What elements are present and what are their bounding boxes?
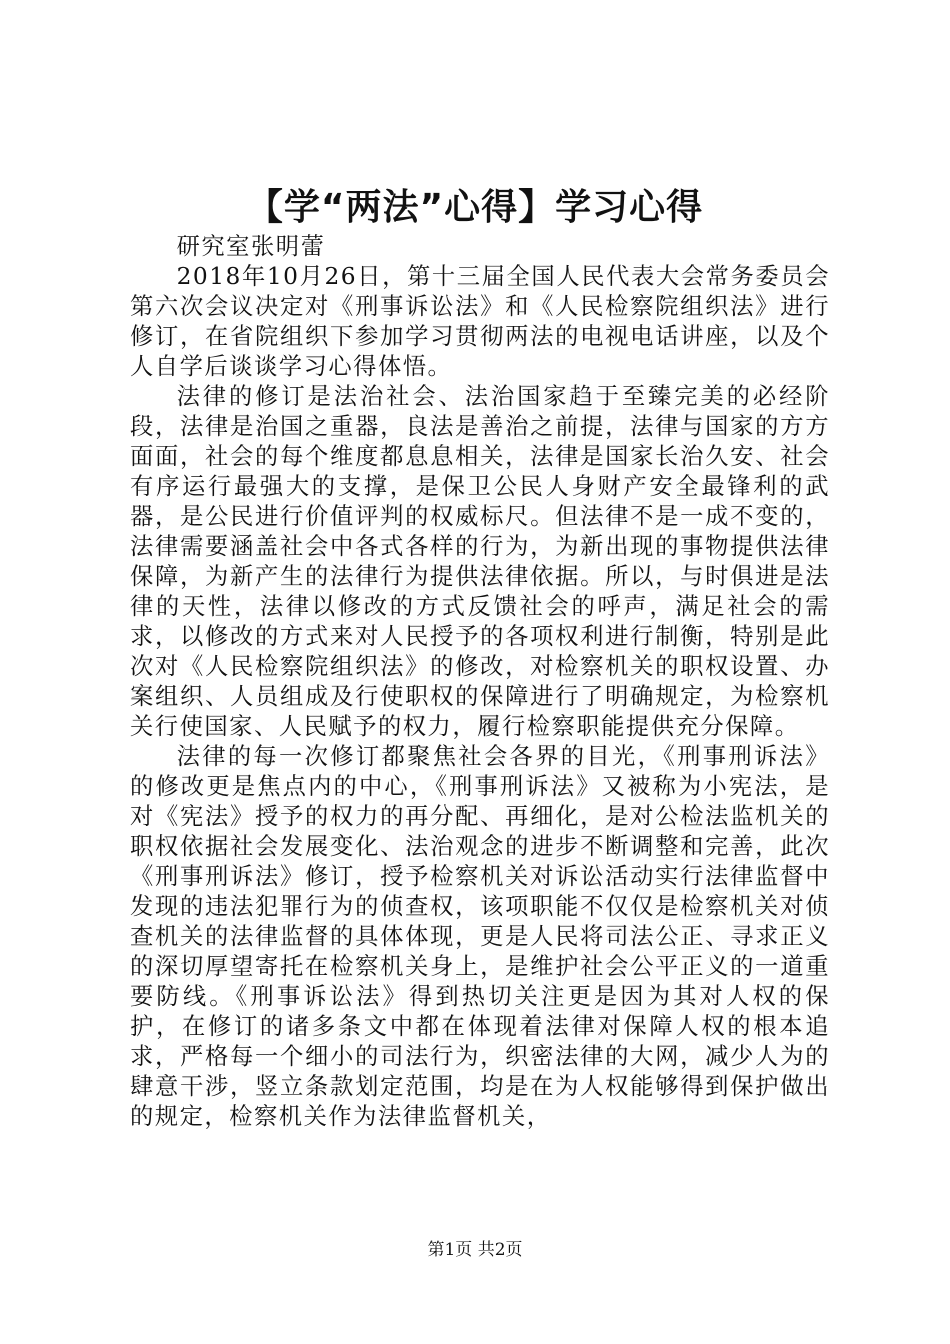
document-body	[130, 232, 830, 1132]
page-footer: 第1页 共2页	[427, 1240, 523, 1260]
author-line: 研究室张明蕾	[176, 233, 326, 260]
document-title: 【学“两法”心得】学习心得	[246, 187, 704, 228]
paragraph-1: 2018年10月26日，第十三届全国人民代表大会常务委员会第六次会议决定对《刑事诉讼法》和《人民检察院组织法》进行修订，在省院组织下参加学习贯彻两法的电视电话讲座，以及个人自学后谈谈学习心得体悟。	[130, 263, 830, 380]
paragraph-3: 法律的每一次修订都聚焦社会各界的目光，《刑事刑诉法》的修改更是焦点内的中心，《刑事刑诉法》又被称为小宪法，是对《宪法》授予的权力的再分配、再细化，是对公检法监机关的职权依据社会发展变化、法治观念的进步不断调整和完善，此次《刑事刑诉法》修订，授予检察机关对诉讼活动实行法律监督中发现的违法犯罪行为的侦查权，该项职能不仅仅是检察机关对侦查机关的法律监督的具体体现，更是人民将司法公正、寻求正义的深切厚望寄托在检察机关身上，是维护社会公平正义的一道重要防线。《刑事诉讼法》得到热切关注更是因为其对人权的保护，在修订的诸多条文中都在体现着法律对保障人权的根本追求，严格每一个细小的司法行为，织密法律的大网，减少人为的肆意干涉，竖立条款划定范围，均是在为人权能够得到保护做出的规定，检察机关作为法律监督机关，	[130, 743, 830, 1130]
paragraph-2: 法律的修订是法治社会、法治国家趋于至臻完美的必经阶段，法律是治国之重器，良法是善治之前提，法律与国家的方方面面，社会的每个维度都息息相关，法律是国家长治久安、社会有序运行最强大的支撑，是保卫公民人身财产安全最锋利的武器，是公民进行价值评判的权威标尺。但法律不是一成不变的，法律需要涵盖社会中各式各样的行为，为新出现的事物提供法律保障，为新产生的法律行为提供法律依据。所以，与时俱进是法律的天性，法律以修改的方式反馈社会的呼声，满足社会的需求，以修改的方式来对人民授予的各项权利进行制衡，特别是此次对《人民检察院组织法》的修改，对检察机关的职权设置、办案组织、人员组成及行使职权的保障进行了明确规定，为检察机关行使国家、人民赋予的权力，履行检察职能提供充分保障。	[130, 383, 830, 740]
